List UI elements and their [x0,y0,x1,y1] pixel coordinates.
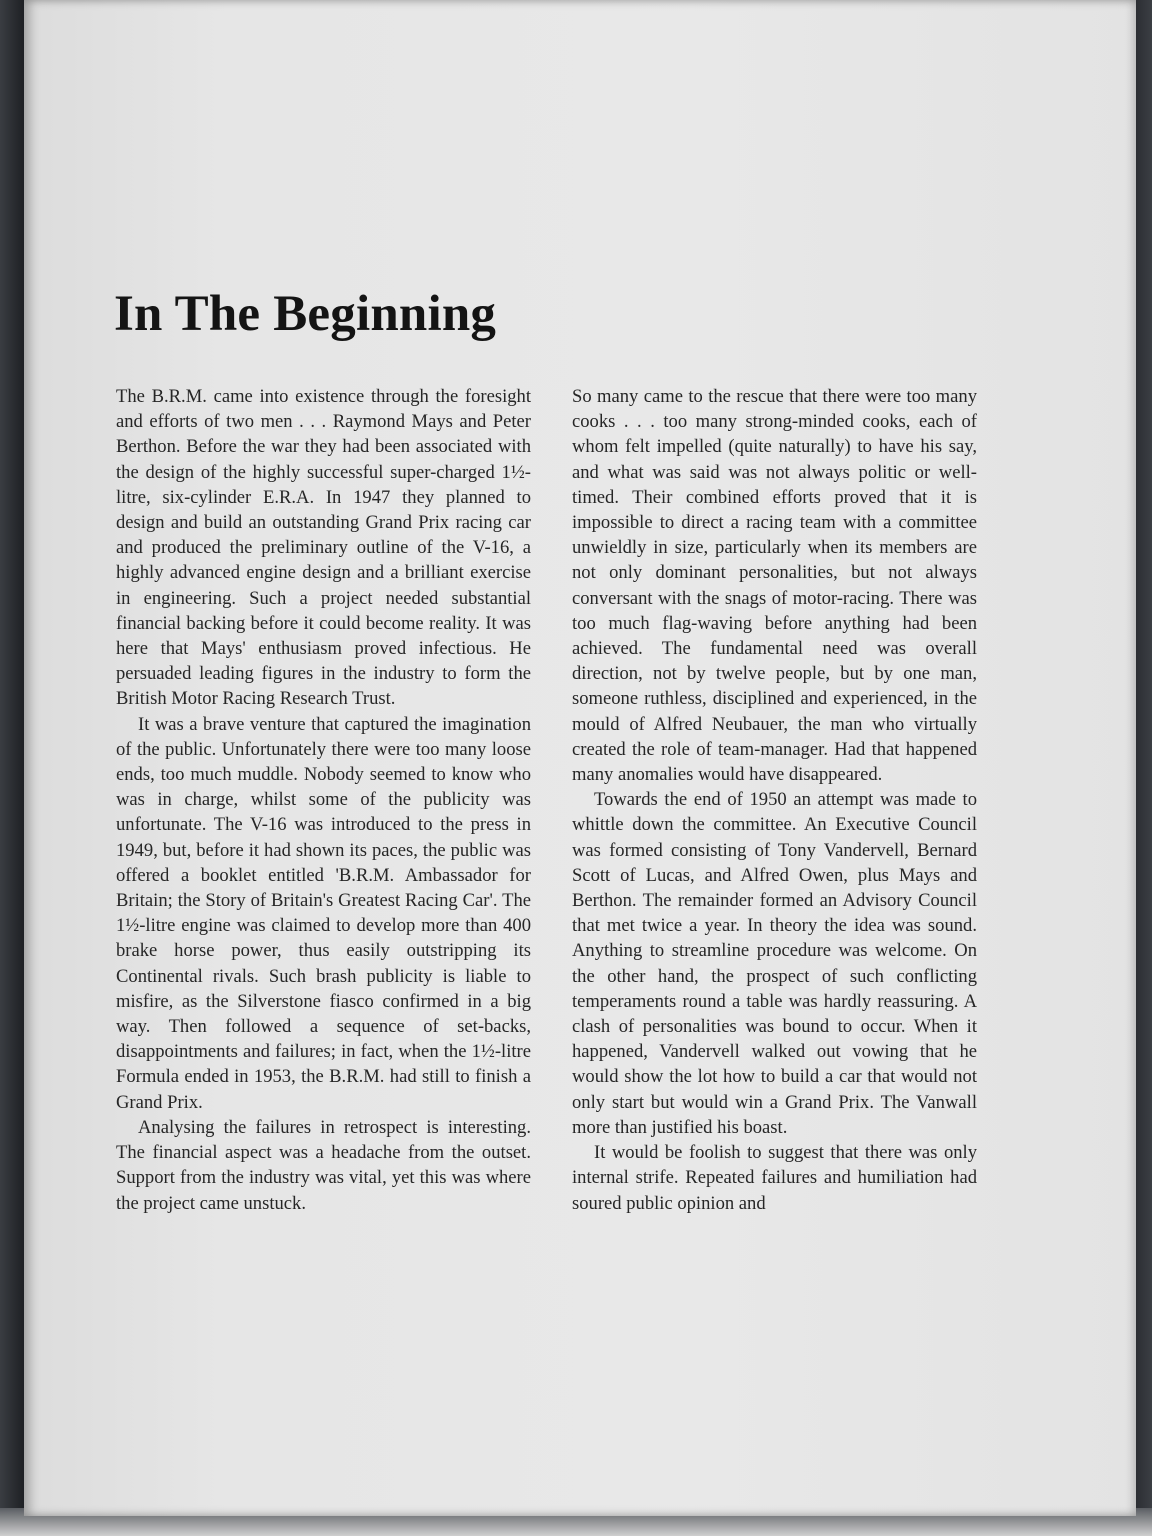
paragraph: So many came to the rescue that there were too many cooks . . . too many strong-minded cooks, each of whom felt impelled (quite naturally) to have his say, and what was said was not always politic or well-timed. Their combined efforts proved that it is impossible to direct a racing team with a committee unwieldly in size, particularly when its members are not only dominant personalities, but not always conversant with the snags of motor-racing. There was too much flag-waving before anything had been achieved. The fundamental need was overall direction, not by twelve people, but by one man, someone ruthless, disciplined and experienced, in the mould of Alfred Neubauer, the man who virtually created the role of team-manager. Had that happened many anomalies would have disappeared. [572,386,977,786]
text-column-left [116,384,531,1216]
paragraph: Towards the end of 1950 an attempt was made to whittle down the committee. An Executive Council was formed consisting of Tony Vandervell, Bernard Scott of Lucas, and Alfred Owen, plus Mays and Berthon. The remainder formed an Advisory Council that met twice a year. In theory the idea was sound. Anything to streamline procedure was welcome. On the other hand, the prospect of such conflicting temperaments round a table was hardly reassuring. A clash of personalities was bound to occur. When it happened, Vandervell walked out vowing that he would show the lot how to build a car that would not only start but would win a Grand Prix. The Vanwall more than justified his boast. [572,789,977,1138]
text-column-right [572,384,977,1216]
paragraph: Analysing the failures in retrospect is interesting. The financial aspect was a headache from the outset. Support from the industry was vital, yet this was where the project came unstuck. [116,1116,531,1214]
paragraph: It was a brave venture that captured the imagination of the public. Unfortunately there were too many loose ends, too much muddle. Nobody seemed to know who was in charge, whilst some of the publicity was unfortunate. The V-16 was introduced to the press in 1949, but, before it had shown its paces, the public was offered a booklet entitled 'B.R.M. Ambassador for Britain; the Story of Britain's Greatest Racing Car'. The 1½-litre engine was claimed to develop more than 400 brake horse power, thus easily outstripping its Continental rivals. Such brash publicity is liable to misfire, as the Silverstone fiasco confirmed in a big way. Then followed a sequence of set-backs, disappointments and failures; in fact, when the 1½-litre Formula ended in 1953, the B.R.M. had still to finish a Grand Prix. [116,713,531,1113]
chapter-title: In The Beginning [114,286,497,342]
paragraph: It would be foolish to suggest that there was only internal strife. Repeated failures and humiliation had soured public opinion and [572,1142,977,1214]
book-page [24,0,1136,1516]
paragraph: The B.R.M. came into existence through the foresight and efforts of two men . . . Raymond Mays and Peter Berthon. Before the war they had been associated with the design of the highly successful super-charged 1½-litre, six-cylinder E.R.A. In 1947 they planned to design and build an outstanding Grand Prix racing car and produced the preliminary outline of the V-16, a highly advanced engine design and a brilliant exercise in engineering. Such a project needed substantial financial backing before it could become reality. It was here that Mays' enthusiasm proved infectious. He persuaded leading figures in the industry to form the British Motor Racing Research Trust. [116,386,531,710]
book-cover-left-edge [0,0,24,1536]
